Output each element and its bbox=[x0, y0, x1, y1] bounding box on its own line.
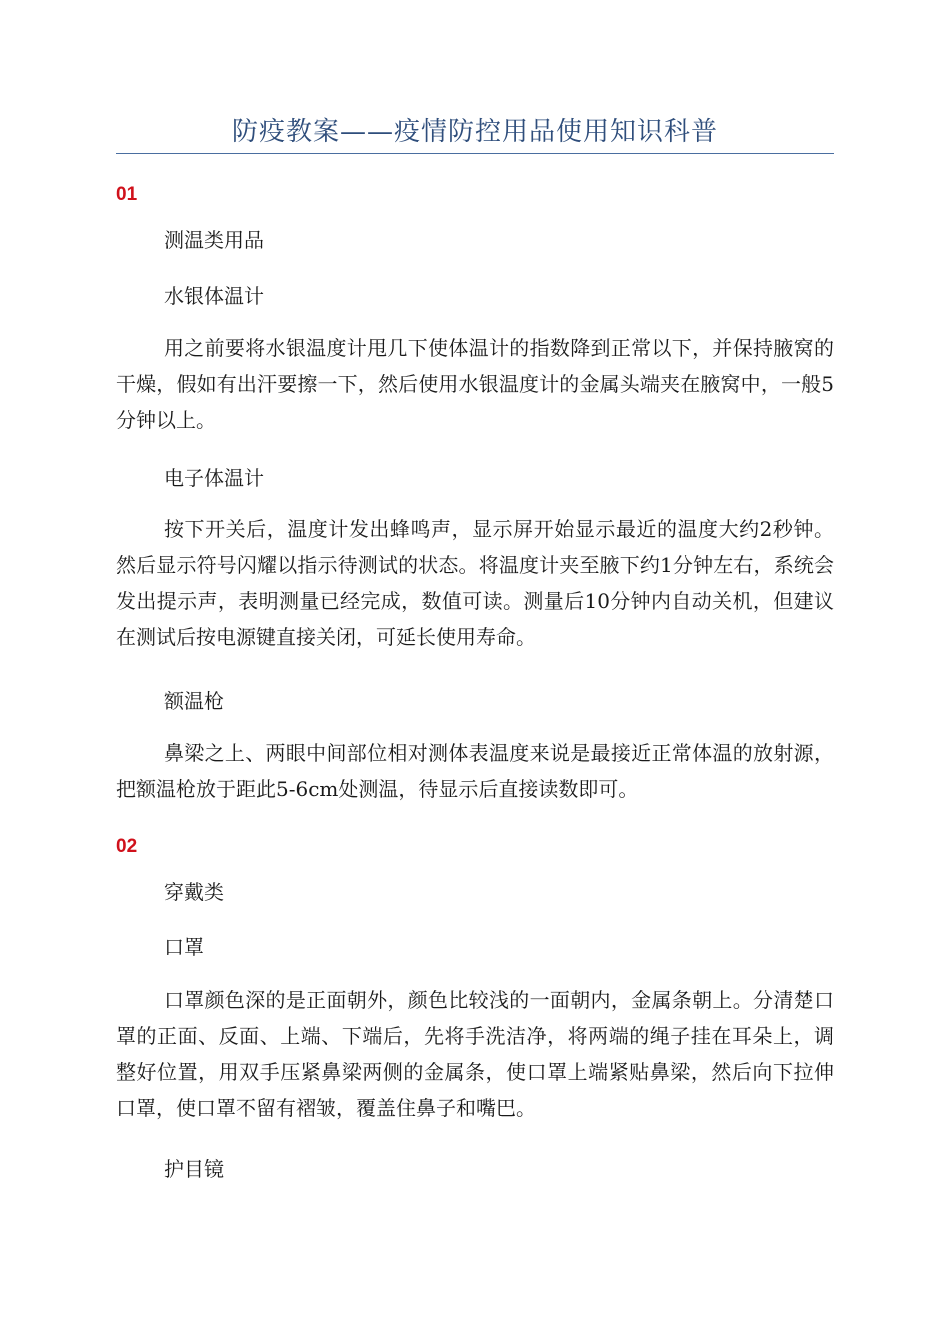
item-heading-forehead-thermometer: 额温枪 bbox=[164, 689, 224, 713]
item-heading-goggles: 护目镜 bbox=[164, 1157, 224, 1181]
title-underline bbox=[116, 153, 834, 154]
section-number-02: 02 bbox=[116, 836, 138, 857]
item-text-forehead-thermometer: 鼻梁之上、两眼中间部位相对测体表温度来说是最接近正常体温的放射源，把额温枪放于距此5-6cm处测温，待显示后直接读数即可。 bbox=[116, 741, 834, 801]
item-heading-mask: 口罩 bbox=[164, 935, 204, 959]
item-heading-electronic-thermometer: 电子体温计 bbox=[164, 466, 264, 490]
item-heading-mercury-thermometer: 水银体温计 bbox=[164, 284, 264, 308]
document-title: 防疫教案——疫情防控用品使用知识科普 bbox=[231, 117, 718, 147]
section-category-heading: 穿戴类 bbox=[164, 880, 224, 904]
section-number-01: 01 bbox=[116, 184, 138, 205]
item-text-mask: 口罩颜色深的是正面朝外，颜色比较浅的一面朝内，金属条朝上。分清楚口罩的正面、反面、上端、下端后，先将手洗洁净，将两端的绳子挂在耳朵上，调整好位置，用双手压紧鼻梁两侧的金属条，使口罩上端紧贴鼻梁，然后向下拉伸口罩，使口罩不留有褶皱，覆盖住鼻子和嘴巴。 bbox=[116, 988, 834, 1120]
section-category-heading: 测温类用品 bbox=[164, 228, 264, 252]
item-text-mercury-thermometer: 用之前要将水银温度计甩几下使体温计的指数降到正常以下，并保持腋窝的干燥，假如有出汗要擦一下，然后使用水银温度计的金属头端夹在腋窝中，一般5分钟以上。 bbox=[116, 336, 834, 432]
item-text-electronic-thermometer: 按下开关后，温度计发出蜂鸣声，显示屏开始显示最近的温度大约2秒钟。然后显示符号闪耀以指示待测试的状态。将温度计夹至腋下约1分钟左右，系统会发出提示声，表明测量已经完成，数值可读。测量后10分钟内自动关机，但建议在测试后按电源键直接关闭，可延长使用寿命。 bbox=[116, 517, 834, 649]
